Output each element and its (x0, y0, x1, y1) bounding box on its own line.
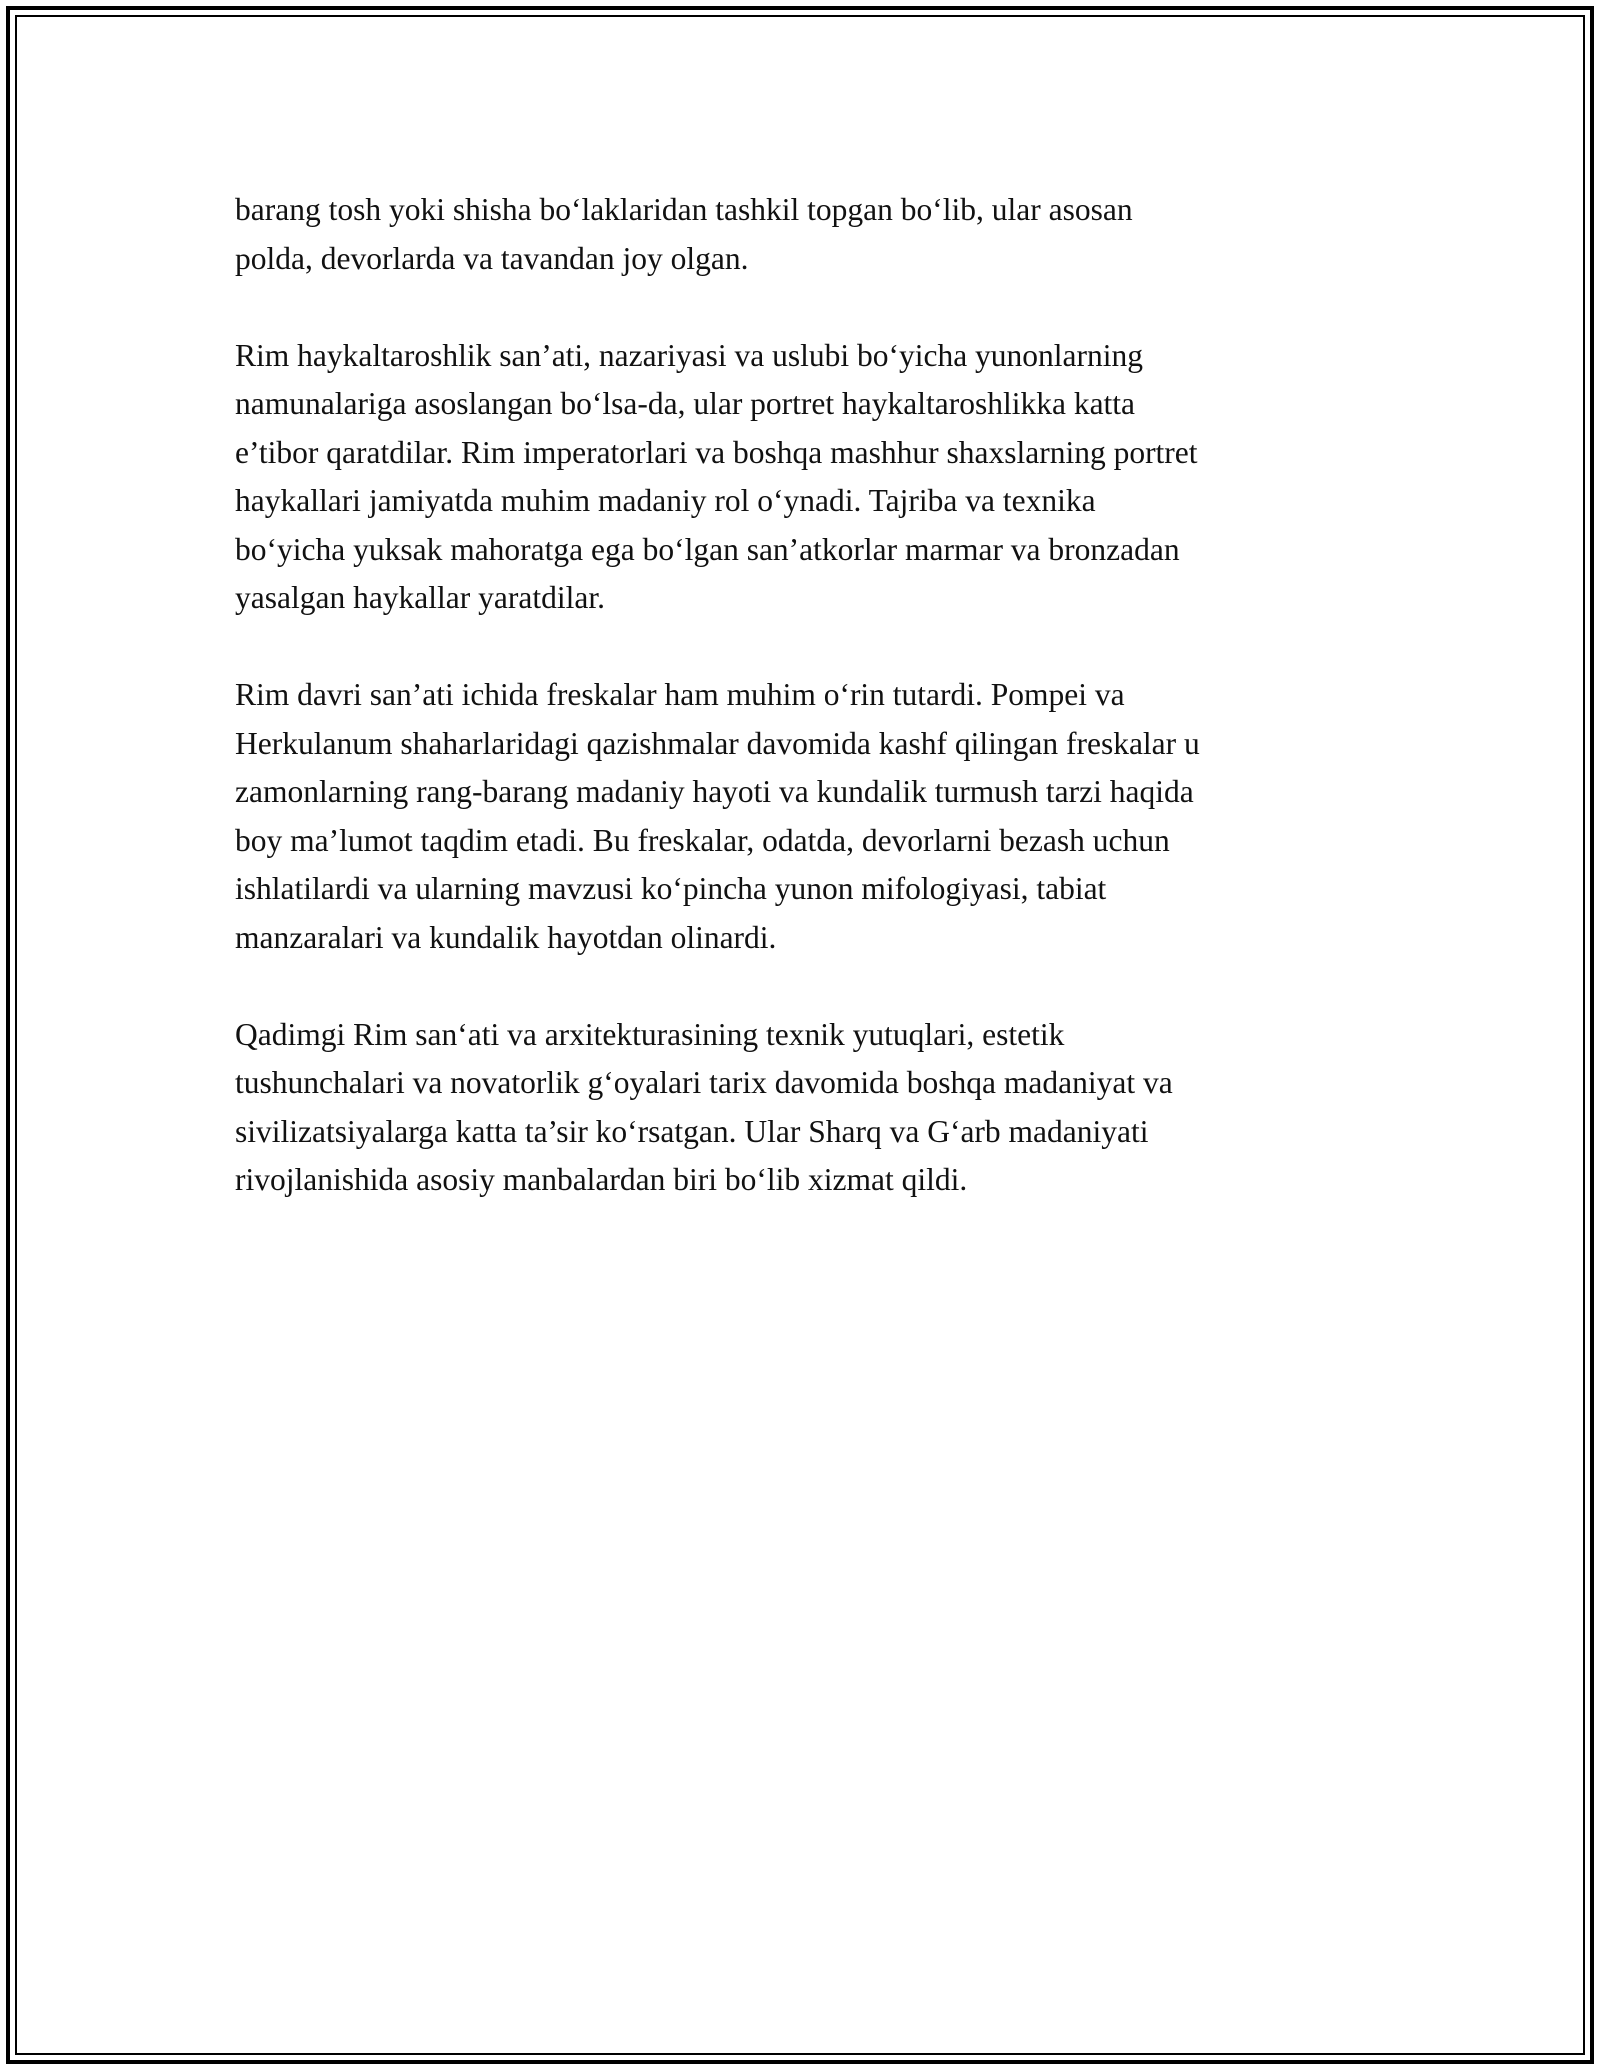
paragraph-3: Rim davri san’ati ichida freskalar ham muhim o‘rin tutardi. Pompei va Herkulanum shaharlaridagi qazishmalar davomida kashf qilingan freskalar u zamonlarning rang-barang madaniy hayoti va kundalik turmush tarzi haqida boy ma’lumot taqdim etadi. Bu freskalar, odatda, devorlarni bezash uchun ishlatilardi va ularning mavzusi ko‘pincha yunon mifologiyasi, tabiat manzaralari va kundalik hayotdan olinardi. (235, 677, 1200, 955)
paragraph-2: Rim haykaltaroshlik san’ati, nazariyasi va uslubi bo‘yicha yunonlarning namunalariga asoslangan bo‘lsa-da, ular portret haykaltaroshlikka katta e’tibor qaratdilar. Rim imperatorlari va boshqa mashhur shaxslarning portret haykallari jamiyatda muhim madaniy rol o‘ynadi. Tajriba va texnika bo‘yicha yuksak mahoratga ega bo‘lgan san’atkorlar marmar va bronzadan yasalgan haykallar yaratdilar. (235, 337, 1198, 615)
document-body (235, 186, 1370, 1253)
paragraph-1: barang tosh yoki shisha bo‘laklaridan tashkil topgan bo‘lib, ular asosan polda, devorlarda va tavandan joy olgan. (235, 192, 1133, 276)
paragraph-4: Qadimgi Rim san‘ati va arxitekturasining texnik yutuqlari, estetik tushunchalari va novatorlik g‘oyalari tarix davomida boshqa madaniyat va sivilizatsiyalarga katta ta’sir ko‘rsatgan. Ular Sharq va G‘arb madaniyati rivojlanishida asosiy manbalardan biri bo‘lib xizmat qildi. (235, 1016, 1173, 1197)
